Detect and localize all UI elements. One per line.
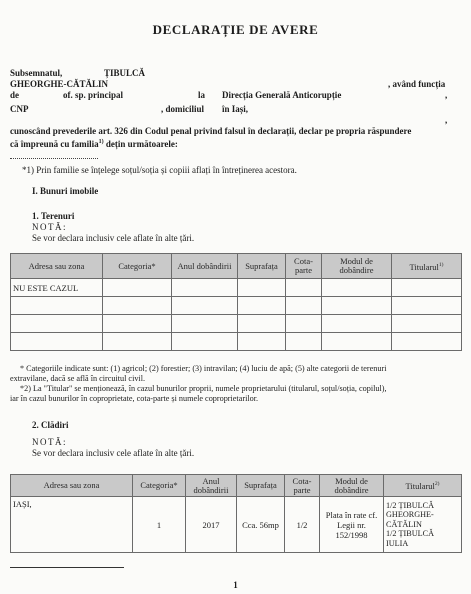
header-titularul: Titularul$^{1)}$ — [392, 254, 462, 279]
nota-label-cladiri: NOTĂ: — [32, 437, 67, 447]
header-suprafata: Suprafața — [238, 254, 286, 279]
institution-comma: , — [445, 90, 448, 100]
table-cell — [172, 297, 238, 315]
header-cota-parte: Cota-parte — [285, 475, 320, 497]
header-suprafata: Suprafața — [237, 475, 285, 497]
table-cell — [103, 315, 172, 333]
table-cell — [322, 333, 392, 351]
table-cell — [322, 279, 392, 297]
function-value: of. sp. principal — [63, 90, 124, 100]
footnote-rule — [10, 567, 124, 568]
cladire-area: Cca. 56mp — [237, 497, 285, 553]
cladire-share: 1/2 — [285, 497, 320, 553]
header-anul: Anul dobândirii — [186, 475, 237, 497]
table-cell — [238, 297, 286, 315]
header-anul: Anul dobândirii — [172, 254, 238, 279]
table-cell — [286, 333, 322, 351]
footnote-separator — [10, 158, 98, 159]
la-label: la — [198, 90, 206, 100]
table-row — [11, 297, 462, 315]
header-cota-parte: Cota-parte — [286, 254, 322, 279]
section-bunuri-imobile: I. Bunuri imobile — [32, 186, 99, 196]
header-categoria: Categoria* — [133, 475, 186, 497]
cladire-year: 2017 — [186, 497, 237, 553]
cladiri-table — [10, 474, 462, 553]
de-label: de — [10, 90, 19, 100]
declarant-given-name: GHEORGHE-CĂTĂLIN — [10, 79, 109, 89]
terenuri-table — [10, 253, 462, 351]
page-title: DECLARAȚIE DE AVERE — [152, 22, 319, 37]
table-row — [11, 279, 462, 297]
table-row — [11, 497, 462, 553]
legal-statement-line1: cunoscând prevederile art. 326 din Codul penal privind falsul în declarații, declar pe propria răspundere — [10, 126, 412, 136]
table-cell — [172, 315, 238, 333]
institution-value: Direcția Generală Anticorupție — [222, 90, 342, 100]
cladire-titular: 1/2 ȚIBULCĂ GHEORGHE- CĂTĂLIN 1/2 ȚIBULCĂ IULIA — [384, 497, 462, 553]
table-cell: NU ESTE CAZUL — [11, 279, 103, 297]
header-adresa: Adresa sau zona — [11, 254, 103, 279]
table-row — [11, 315, 462, 333]
cladire-mode: Plata în rate cf. Legii nr. 152/1998 — [320, 497, 384, 553]
header-adresa: Adresa sau zona — [11, 475, 133, 497]
header-modul: Modul de dobândire — [320, 475, 384, 497]
domicile-value: în Iași, — [222, 104, 249, 114]
table-cell — [286, 279, 322, 297]
subsemnatul-label: Subsemnatul, — [10, 68, 63, 78]
table-row — [11, 333, 462, 351]
table-cell — [286, 315, 322, 333]
domicile-trailing-comma: , — [445, 115, 448, 125]
nota-text-terenuri: Se vor declara inclusiv cele aflate în alte țări. — [32, 233, 195, 243]
table-cell — [103, 297, 172, 315]
categories-note-line1: * Categoriile indicate sunt: (1) agricol; (2) forestier; (3) intravilan; (4) luciu de apă; (5) alte categorii de terenuri — [20, 364, 387, 373]
table-cell — [392, 279, 462, 297]
table-cell — [392, 333, 462, 351]
table-cell — [322, 297, 392, 315]
page-number: 1 — [233, 580, 238, 590]
cladire-category: 1 — [133, 497, 186, 553]
table-cell — [322, 315, 392, 333]
family-footnote: *1) Prin familie se înțelege soțul/soția și copiii aflați în întreținerea acestora. — [22, 165, 297, 175]
nota-text-cladiri: Se vor declara inclusiv cele aflate în alte țări. — [32, 448, 195, 458]
declarant-surname: ȚIBULCĂ — [104, 68, 146, 78]
header-titularul: Titularul$^{2)}$ — [384, 475, 462, 497]
domiciliul-label: , domiciliul — [161, 104, 205, 114]
titular-note-line1: *2) La "Titular" se menționează, în cazul bunurilor proprii, numele proprietarului (titularul, soțul/soția, copilul), — [20, 384, 387, 393]
cladire-address: IAȘI, — [11, 497, 133, 553]
header-categoria: Categoria* — [103, 254, 172, 279]
table-cell — [392, 297, 462, 315]
subsection-terenuri: 1. Terenuri — [32, 211, 75, 221]
avand-functia-label: , având funcția — [388, 79, 446, 89]
nota-label-terenuri: NOTĂ: — [32, 222, 67, 232]
table-cell — [103, 279, 172, 297]
cladiri-header-row — [11, 475, 462, 497]
table-cell — [11, 315, 103, 333]
legal-statement-line2: că împreună cu familia$^{1)}$ dețin următoarele: — [10, 139, 178, 149]
table-cell — [238, 279, 286, 297]
table-cell — [11, 333, 103, 351]
table-cell — [238, 315, 286, 333]
categories-note-line2: extravilane, dacă se află în circuitul civil. — [10, 374, 146, 383]
subsection-cladiri: 2. Clădiri — [32, 420, 69, 430]
table-cell — [172, 333, 238, 351]
table-cell — [392, 315, 462, 333]
table-cell — [103, 333, 172, 351]
table-cell — [11, 297, 103, 315]
table-cell — [286, 297, 322, 315]
table-cell — [238, 333, 286, 351]
titular-note-line2: iar în cazul bunurilor în coproprietate, cota-parte și numele coproprietarilor. — [10, 394, 259, 403]
terenuri-header-row — [11, 254, 462, 279]
header-modul: Modul de dobândire — [322, 254, 392, 279]
cnp-label: CNP — [10, 104, 29, 114]
table-cell — [172, 279, 238, 297]
